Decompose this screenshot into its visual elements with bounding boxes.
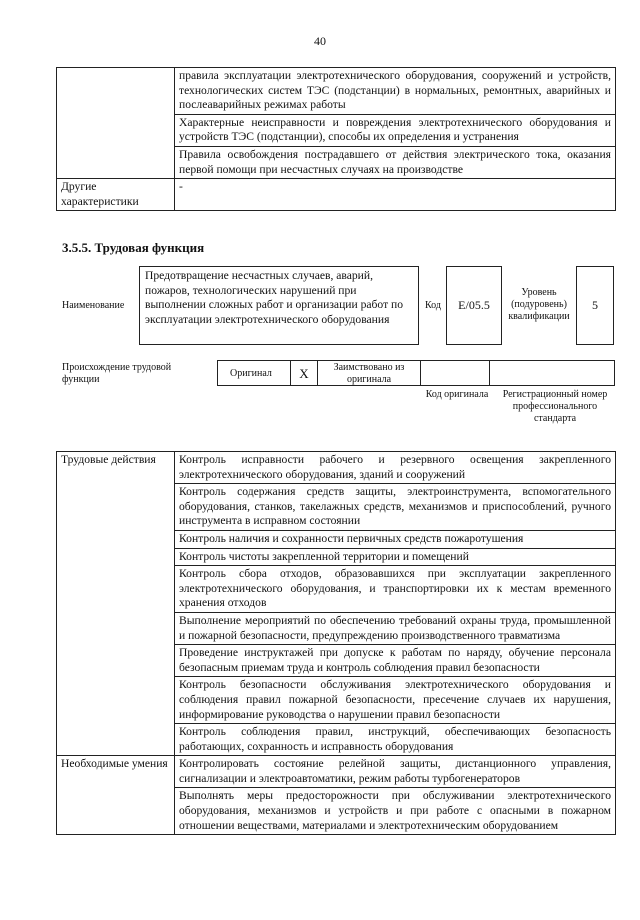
origin-label: Происхождение трудовой функции: [62, 362, 172, 385]
table-cell: Контроль исправности рабочего и резервного освещения закрепленного электротехнического оборудования, зданий и сооружений: [175, 452, 616, 484]
table-cell: Контроль безопасности обслуживания электротехнического оборудования и соблюдения правил пожарной безопасности, пресечение случаев их нарушения, информирование руководства о нарушении правил безопасности: [175, 677, 616, 724]
table-cell: правила эксплуатации электротехнического оборудования, сооружений и устройств, технологических систем ТЭС (подстанции) в нормальных, ремонтных, аварийных и послеаварийных режимах работы: [175, 68, 616, 115]
section-title: 3.5.5. Трудовая функция: [62, 240, 205, 255]
function-table: [56, 451, 616, 835]
table-cell: Контроль наличия и сохранности первичных средств пожаротушения: [175, 530, 616, 548]
table-cell: Контроль содержания средств защиты, электроинструмента, вспомогательного оборудования, станков, такелажных средств, механизмов и приспособлений, ручного инструмента в исправном состоянии: [175, 484, 616, 531]
original-code-label: Код оригинала: [425, 389, 489, 400]
table-cell: Контролировать состояние релейной защиты, дистанционного управления, сигнализации и электроавтоматики, режим работы турбогенераторов: [175, 756, 616, 788]
table-row: [57, 452, 616, 484]
table-row: [57, 179, 616, 211]
table-cell: -: [175, 179, 616, 211]
registration-number-label: Регистрационный номер профессионального стандарта: [502, 389, 608, 424]
table-row: [57, 756, 616, 788]
table-cell: Выполнение мероприятий по обеспечению требований охраны труда, промышленной и пожарной безопасности, предупреждению производственного травматизма: [175, 612, 616, 644]
row-label: [57, 68, 175, 179]
name-label: Наименование: [62, 300, 125, 311]
borrowed-label: Заимствовано из оригинала: [317, 360, 421, 386]
table-cell: Выполнять меры предосторожности при обслуживании электротехнического оборудования, механизмов и устройств и при работе с опасными в пожарном отношении веществами, материалами и электротехническим оборудованием: [175, 788, 616, 835]
function-name: Предотвращение несчастных случаев, аварий, пожаров, технологических нарушений при выполнении сложных работ и организации работ по эксплуатации электротехнического оборудования: [139, 266, 419, 345]
table-cell: Контроль соблюдения правил, инструкций, обеспечивающих безопасность работающих, сохранность и исправность оборудования: [175, 724, 616, 756]
original-label: Оригинал: [217, 360, 291, 386]
table-cell: Контроль сбора отходов, образовавшихся при эксплуатации закрепленного электротехнического оборудования, и транспортировки их к местам временного хранения отходов: [175, 566, 616, 613]
table-cell: Характерные неисправности и повреждения электротехнического оборудования и устройств ТЭС (подстанции), способы их определения и устранения: [175, 114, 616, 146]
row-label: Необходимые умения: [57, 756, 175, 835]
table-cell: Правила освобождения пострадавшего от действия электрического тока, оказания первой помощи при несчастных случаях на производстве: [175, 146, 616, 178]
row-label: Другие характеристики: [57, 179, 175, 211]
original-mark: X: [290, 360, 318, 386]
registration-number-box: [489, 360, 615, 386]
table-row: [57, 68, 616, 115]
row-label: Трудовые действия: [57, 452, 175, 756]
page-number: 40: [314, 34, 326, 48]
original-code-box: [420, 360, 490, 386]
table-cell: Контроль чистоты закрепленной территории и помещений: [175, 548, 616, 566]
code-label: Код: [425, 300, 441, 311]
origin-table: [218, 360, 615, 386]
function-code: Е/05.5: [446, 266, 502, 345]
qualification-level: 5: [576, 266, 614, 345]
table-cell: Проведение инструктажей при допуске к работам по наряду, обучение персонала безопасным приемам труда и контроль соблюдения правил безопасности: [175, 645, 616, 677]
knowledge-table: [56, 67, 616, 211]
level-label: Уровень (подуровень) квалификации: [508, 287, 570, 322]
